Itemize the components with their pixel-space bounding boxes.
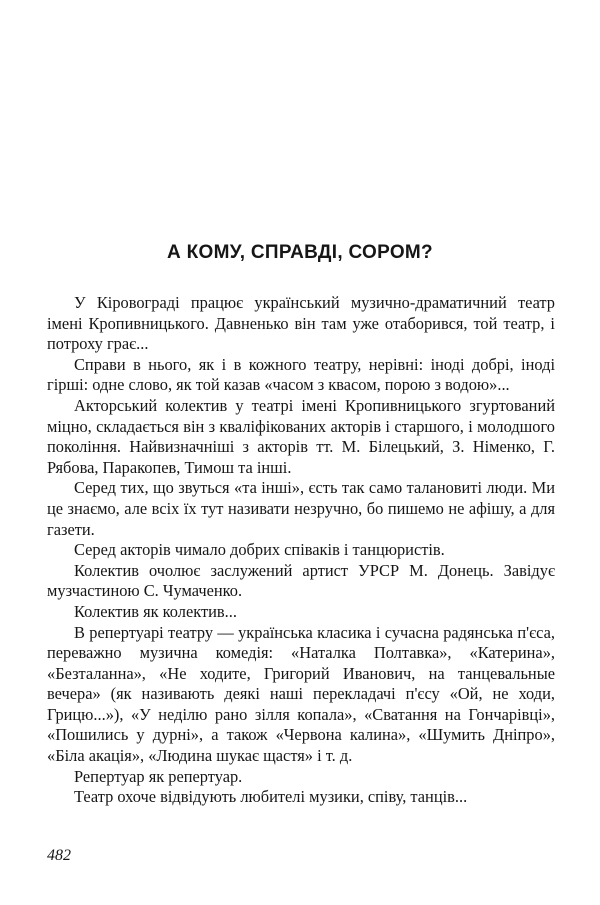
chapter-body bbox=[47, 293, 555, 808]
page-number: 482 bbox=[47, 847, 71, 864]
paragraph: Колектив як колектив... bbox=[74, 601, 237, 621]
paragraph: Серед акторів чимало добрих співаків і танцюристів. bbox=[74, 540, 445, 560]
paragraph: Серед тих, що звуться «та інші», єсть так само талановиті люди. Ми це знаємо, але всіх їх тут називати незручно, бо пишемо не афішу, а для газети. bbox=[47, 478, 555, 539]
paragraph: Колектив очолює заслужений артист УРСР М. Донець. Завідує музчастиною С. Чумаченко. bbox=[47, 560, 555, 601]
paragraph: У Кіровограді працює український музично-драматичний театр імені Кропивницького. Давненько він там уже отаборився, той театр, і потроху грає... bbox=[47, 293, 555, 354]
paragraph: Справи в нього, як і в кожного театру, нерівні: іноді добрі, іноді гірші: одне слово, як той казав «часом з квасом, порою з водою»... bbox=[47, 354, 555, 395]
paragraph: В репертуарі театру — українська класика і сучасна радянська п'єса, переважно музична комедія: «Наталка Полтавка», «Катерина», «Безталанна», «Не ходите, Григорий Иванович, на танцевальные вечера» (як називають деякі наші перекладачі п'єсу «Ой, не ходи, Грицю...»), «У неділю рано зілля копала», «Сватання на Гончарівці», «Пошились у дурні», а також «Червона калина», «Шумить Дніпро», «Біла акація», «Людина шукає щастя» і т. д. bbox=[47, 622, 555, 766]
chapter-title: А КОМУ, СПРАВДІ, СОРОМ? bbox=[167, 242, 433, 263]
paragraph: Акторський колектив у театрі імені Кропивницького згуртований міцно, складається він з кваліфікованих акторів і старшого, і молодшого покоління. Найвизначніші з акторів тт. М. Білецький, З. Німенко, Г. Рябова, Паракопев, Тимош та інші. bbox=[47, 395, 555, 477]
paragraph: Театр охоче відвідують любителі музики, співу, танців... bbox=[74, 787, 468, 807]
paragraph: Репертуар як репертуар. bbox=[74, 766, 243, 786]
